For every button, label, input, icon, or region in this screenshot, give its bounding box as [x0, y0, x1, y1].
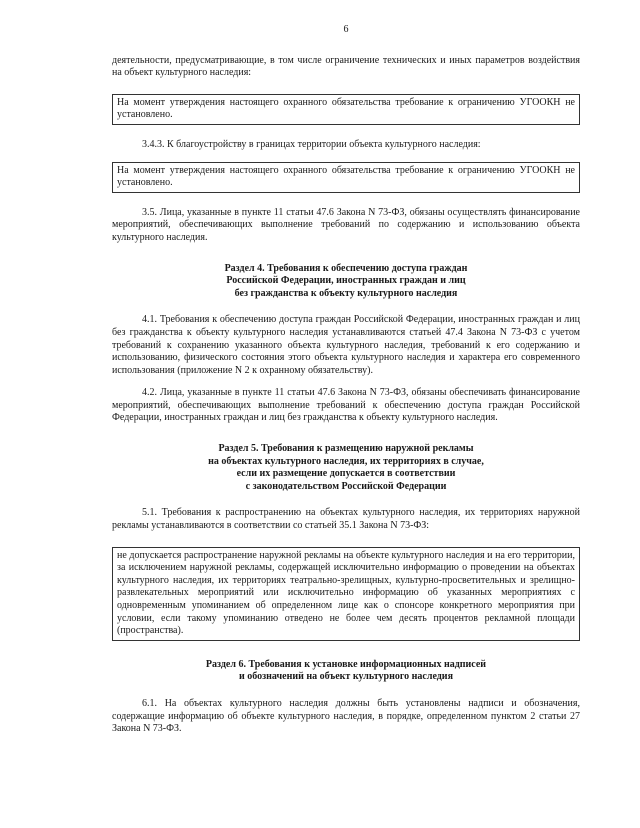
paragraph-5-1: 5.1. Требования к распространению на объектах культурного наследия, их территориях наружной рекламы устанавливаются в соответствии со статьей 35.1 Закона N 73-ФЗ:: [112, 507, 580, 532]
section-5-line-4: с законодательством Российской Федерации: [245, 480, 447, 492]
section-6-heading: [112, 659, 580, 684]
section-6-line-1: Раздел 6. Требования к установке информационных надписей: [205, 658, 487, 670]
section-4-line-3: без гражданства к объекту культурного наследия: [234, 287, 458, 299]
requirement-box-1: На момент утверждения настоящего охранного обязательства требование к ограничению УГООКН не установлено.: [112, 94, 580, 125]
paragraph-intro: деятельности, предусматривающие, в том числе ограничение технических и иных параметров воздействия на объект культурного наследия:: [112, 54, 580, 79]
section-4-heading: [112, 263, 580, 301]
section-6-line-2: и обозначений на объект культурного наследия: [239, 671, 453, 683]
paragraph-6-1: 6.1. На объектах культурного наследия должны быть установлены надписи и обозначения, содержащие информацию об объекте культурного наследия, в порядке, определенном пунктом 2 статьи 27 Закона N 73-ФЗ.: [112, 697, 580, 735]
page-number: 6: [343, 24, 349, 35]
advertising-requirement-box: не допускается распространение наружной рекламы на объекте культурного наследия и на его территории, за исключением наружной рекламы, содержащей исключительно информацию о проведении на объектах культурного наследия, их территориях театрально-зрелищных, культурно-просветительных и зрелищно-развлекательных мероприятий или исключительно информацию об указанных мероприятиях с одновременным упоминанием об определенном лице как о спонсоре конкретного мероприятия при условии, если такому упоминанию отведено не более чем десять процентов рекламной площади (пространства).: [112, 547, 580, 641]
section-5-heading: [112, 443, 580, 493]
paragraph-4-1: 4.1. Требования к обеспечению доступа граждан Российской Федерации, иностранных граждан и лиц без гражданства к объекту культурного наследия устанавливаются статьей 47.4 Закона N 73-ФЗ с учетом требований к сохранению указанного объекта культурного наследия, требований к его содержанию и использованию, физического состояния этого объекта культурного наследия и характера его современного использования (приложение N 2 к охранному обязательству).: [112, 314, 580, 376]
requirement-box-2: На момент утверждения настоящего охранного обязательства требование к ограничению УГООКН не установлено.: [112, 162, 580, 193]
section-5-line-1: Раздел 5. Требования к размещению наружной рекламы: [218, 443, 474, 455]
paragraph-4-2: 4.2. Лица, указанные в пункте 11 статьи 47.6 Закона N 73-ФЗ, обязаны обеспечивать финансирование мероприятий, обеспечивающих выполнение требований к обеспечению доступа граждан Российской Федерации, иностранных граждан и лиц без гражданства к объекту культурного наследия.: [112, 387, 580, 424]
document-page: [112, 24, 580, 736]
section-5-line-3: если их размещение допускается в соответствии: [236, 468, 456, 480]
section-5-line-2: на объектах культурного наследия, их территориях в случае,: [208, 455, 484, 467]
paragraph-3-5: 3.5. Лица, указанные в пункте 11 статьи 47.6 Закона N 73-ФЗ, обязаны осуществлять финансирование мероприятий, обеспечивающих выполнение требований по содержанию и использованию объекта культурного наследия.: [112, 206, 580, 243]
section-4-line-1: Раздел 4. Требования к обеспечению доступа граждан: [224, 262, 468, 274]
section-4-line-2: Российской Федерации, иностранных граждан и лиц: [226, 275, 466, 287]
paragraph-3-4-3: 3.4.3. К благоустройству в границах территории объекта культурного наследия:: [142, 138, 481, 150]
